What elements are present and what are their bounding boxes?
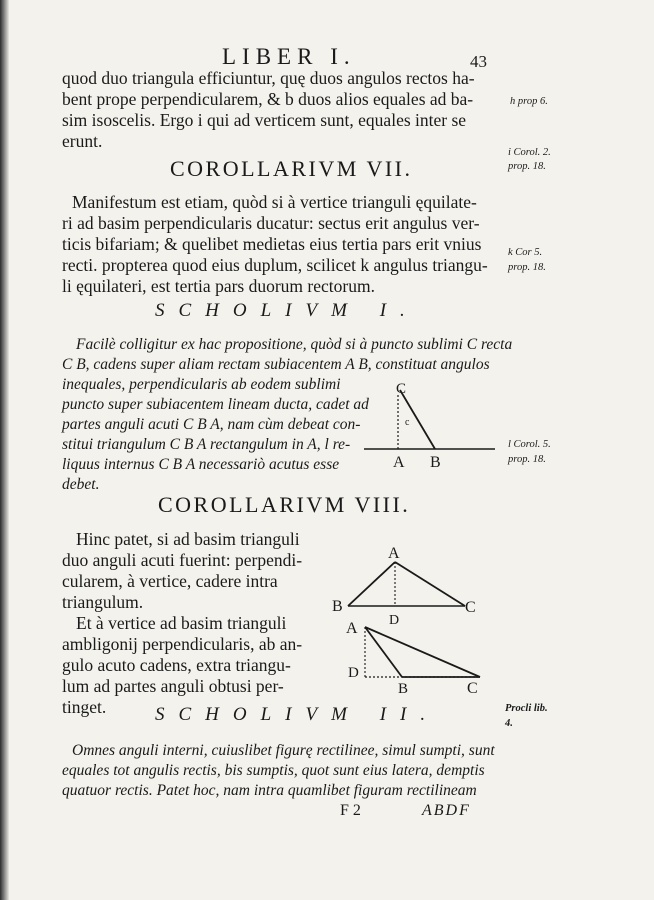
text-line: recti. propterea quod eius duplum, scilicet k angulus triangu- [62, 255, 488, 275]
text-line: puncto super subiacentem lineam ducta, cadet ad [62, 396, 369, 413]
text-line: ri ad basim perpendicularis ducatur: sectus erit angulus ver- [62, 213, 480, 233]
text-line: inequales, perpendicularis ab eodem sublimi [62, 376, 341, 393]
margin-note: h prop 6. [510, 96, 548, 107]
text-line: duo anguli acuti fuerint: perpendi- [62, 550, 303, 570]
text-line: quatuor rectis. Patet hoc, nam intra quamlibet figuram rectilineam [62, 782, 477, 799]
figure-label: A [388, 545, 400, 562]
figure-label: D [348, 665, 359, 681]
text-line: Facilè colligitur ex hac propositione, quòd si à puncto sublimi C recta [76, 336, 513, 353]
text-line: lum ad partes anguli obtusi per- [62, 676, 284, 696]
text-line: equales tot angulis rectis, bis sumptis, quot sunt eius latera, demptis [62, 762, 485, 779]
text-line: quod duo triangula efficiuntur, quę duos angulos rectos ha- [62, 68, 475, 88]
text-line: Omnes anguli interni, cuiuslibet figurę rectilinee, simul sumpti, sunt [72, 742, 495, 759]
figure-obtuse-triangle [340, 615, 500, 700]
margin-note: Procli lib. [505, 703, 548, 714]
text-line: C B, cadens super aliam rectam subiacentem A B, constituat angulos [62, 356, 490, 373]
margin-note: prop. 18. [508, 454, 546, 465]
margin-note: k Cor 5. [508, 247, 543, 258]
figure-label: B [332, 598, 343, 615]
section-heading: COROLLARIVM VIII. [158, 492, 411, 517]
text-line: bent prope perpendicularem, & b duos alios equales ad ba- [62, 89, 474, 109]
signature-mark: F 2 [340, 802, 361, 819]
text-line: erunt. [62, 131, 103, 151]
text-line: partes anguli acuti C B A, nam cùm debeat con- [62, 416, 361, 433]
margin-note: prop. 18. [508, 262, 546, 273]
text-line: debet. [62, 476, 100, 493]
figure-label: B [398, 681, 409, 697]
figure-label: c [405, 417, 410, 428]
text-line: Hinc patet, si ad basim trianguli [76, 529, 300, 549]
text-line: liquus internus C B A necessariò acutus esse [62, 456, 340, 473]
running-header-title: LIBER I. [222, 44, 356, 69]
section-heading: SCHOLIVM II. [155, 704, 440, 725]
section-heading: SCHOLIVM I. [155, 300, 419, 321]
text-line: Et à vertice ad basim trianguli [76, 613, 287, 633]
margin-note: i Corol. 2. [508, 147, 551, 158]
text-line: triangulum. [62, 592, 144, 612]
text-line: cularem, à vertice, cadere intra [62, 571, 278, 591]
margin-note: 4. [505, 718, 513, 729]
text-line: ticis bifariam; & quelibet medietas eius tertia pars erit vnius [62, 234, 482, 254]
text-line: sim isoscelis. Ergo i qui ad verticem sunt, equales inter se [62, 110, 467, 130]
catchword: ABDF [422, 802, 471, 819]
margin-note: l Corol. 5. [508, 439, 551, 450]
figure-label: C [396, 381, 407, 397]
section-heading: COROLLARIVM VII. [170, 156, 413, 181]
figure-label: A [393, 454, 405, 471]
figure-label: D [389, 613, 400, 628]
text-line: Manifestum est etiam, quòd si à vertice trianguli ęquilate- [72, 192, 477, 212]
figure-label: B [430, 454, 441, 471]
margin-note: prop. 18. [508, 161, 546, 172]
figure-label: A [346, 620, 358, 637]
page-number: 43 [470, 52, 487, 71]
text-line: li ęquilateri, est tertia pars duorum rectorum. [62, 276, 375, 296]
text-line: ambligonij perpendicularis, ab an- [62, 634, 303, 654]
figure-label: C [465, 599, 476, 616]
text-line: stitui triangulum C B A rectangulum in A, l re- [62, 436, 351, 453]
text-line: gulo acuto cadens, extra triangu- [62, 655, 291, 675]
figure-scholium1 [350, 375, 500, 475]
figure-label: C [467, 680, 478, 697]
binding-edge [0, 0, 9, 900]
figure-acute-triangle [330, 540, 490, 628]
text-line: tinget. [62, 697, 107, 717]
